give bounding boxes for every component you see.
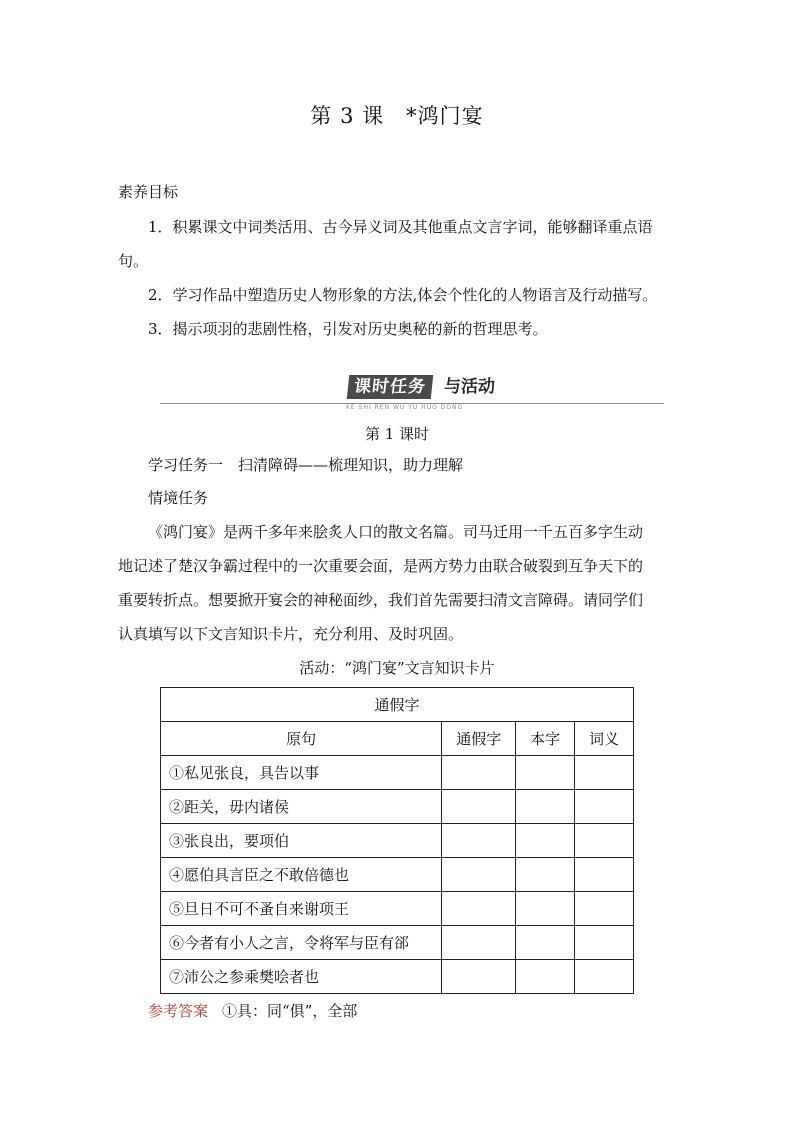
meaning-cell[interactable] [575, 892, 634, 926]
reference-answer [148, 1000, 357, 1022]
sentence-cell: ②距关，毋内诸侯 [161, 790, 442, 824]
scenario-heading: 情境任务 [148, 489, 209, 507]
header-meaning: 词义 [575, 722, 634, 756]
table-section-title: 通假字 [161, 688, 634, 722]
variant-char-cell[interactable] [442, 960, 516, 994]
scenario-paragraph-line-1: 《鸿门宴》是两千多年来脍炙人口的散文名篇。司马迁用一千五百多字生动 [148, 523, 644, 541]
meaning-cell[interactable] [575, 858, 634, 892]
variant-char-cell[interactable] [442, 892, 516, 926]
variant-char-cell[interactable] [442, 790, 516, 824]
banner-tail: 与活动 [444, 377, 495, 397]
variant-char-cell[interactable] [442, 756, 516, 790]
reference-answer-text: ①具：同“俱”，全部 [222, 1002, 358, 1020]
meaning-cell[interactable] [575, 756, 634, 790]
original-char-cell[interactable] [516, 960, 575, 994]
lesson-time: 第 1 课时 [364, 425, 430, 443]
goal-item-1-continued: 句。 [118, 252, 149, 270]
table-row [161, 824, 634, 858]
table-row [161, 926, 634, 960]
table-row [161, 790, 634, 824]
goal-item-2: 2．学习作品中塑造历史人物形象的方法,体会个性化的人物语言及行动描写。 [148, 286, 658, 304]
meaning-cell[interactable] [575, 960, 634, 994]
original-char-cell[interactable] [516, 858, 575, 892]
table-row [161, 858, 634, 892]
variant-char-cell[interactable] [442, 824, 516, 858]
original-char-cell[interactable] [516, 756, 575, 790]
table-row [161, 960, 634, 994]
table-row [161, 756, 634, 790]
sentence-cell: ③张良出，要项伯 [161, 824, 442, 858]
scenario-paragraph-line-4: 认真填写以下文言知识卡片，充分利用、及时巩固。 [118, 625, 464, 643]
meaning-cell[interactable] [575, 824, 634, 858]
scenario-paragraph-line-3: 重要转折点。想要掀开宴会的神秘面纱，我们首先需要扫清文言障碍。请同学们 [118, 591, 644, 609]
knowledge-card-table [160, 687, 634, 994]
meaning-cell[interactable] [575, 926, 634, 960]
original-char-cell[interactable] [516, 926, 575, 960]
task-heading: 学习任务一 扫清障碍——梳理知识，助力理解 [148, 456, 464, 474]
table-header-row [161, 722, 634, 756]
sentence-cell: ⑥今者有小人之言，令将军与臣有郤 [161, 926, 442, 960]
original-char-cell[interactable] [516, 790, 575, 824]
header-sentence: 原句 [161, 722, 442, 756]
lesson-title: 第 3 课 *鸿门宴 [310, 104, 484, 128]
goal-item-3: 3．揭示项羽的悲剧性格，引发对历史奥秘的新的哲理思考。 [148, 320, 548, 338]
sentence-cell: ⑦沛公之参乘樊哙者也 [161, 960, 442, 994]
original-char-cell[interactable] [516, 824, 575, 858]
header-variant-char: 通假字 [442, 722, 516, 756]
header-original-char: 本字 [516, 722, 575, 756]
sentence-cell: ①私见张良，具告以事 [161, 756, 442, 790]
variant-char-cell[interactable] [442, 926, 516, 960]
sentence-cell: ④愿伯具言臣之不敢倍德也 [161, 858, 442, 892]
section-banner [160, 370, 664, 410]
banner-pinyin: KE SHI REN WU YU HUO DONG [346, 404, 464, 411]
goal-item-1: 1．积累课文中词类活用、古今异义词及其他重点文言字词，能够翻译重点语 [148, 218, 653, 236]
table-row [161, 892, 634, 926]
variant-char-cell[interactable] [442, 858, 516, 892]
reference-answer-label: 参考答案 [148, 1002, 209, 1020]
banner-highlight: 课时任务 [347, 375, 434, 399]
sentence-cell: ⑤旦日不可不蚤自来谢项王 [161, 892, 442, 926]
table-section-row [161, 688, 634, 722]
activity-title: 活动：“鸿门宴”文言知识卡片 [299, 659, 495, 677]
original-char-cell[interactable] [516, 892, 575, 926]
goals-heading: 素养目标 [118, 183, 179, 201]
scenario-paragraph-line-2: 地记述了楚汉争霸过程中的一次重要会面，是两方势力由联合破裂到互争天下的 [118, 557, 644, 575]
meaning-cell[interactable] [575, 790, 634, 824]
